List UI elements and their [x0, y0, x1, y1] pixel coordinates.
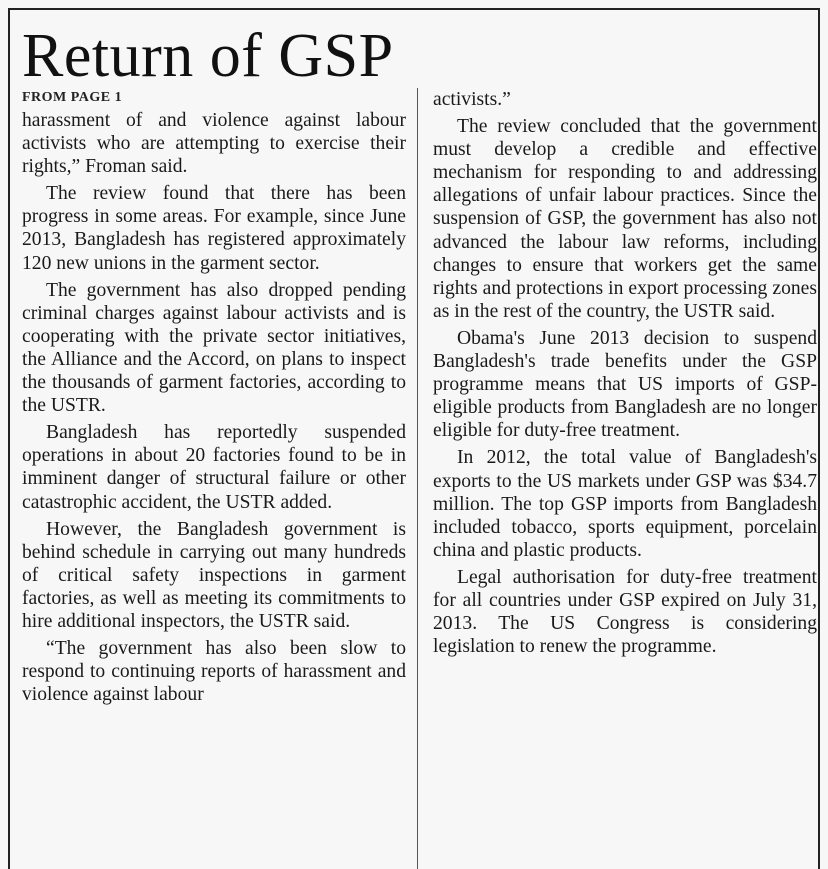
paragraph: activists.”	[433, 89, 511, 110]
paragraph: Obama's June 2013 decision to suspend Bangladesh's trade benefits under the GSP programme means that US imports of GSP-eligible products from Bangladesh are no longer eligible for duty-free treatment.	[433, 327, 817, 442]
paragraph: In 2012, the total value of Bangladesh's exports to the US markets under GSP was $34.7 million. The top GSP imports from Bangladesh included tobacco, sports equipment, porcelain china and plastic products.	[433, 447, 817, 561]
paragraph: The review found that there has been progress in some areas. For example, since June 2013, Bangladesh has registered approximately 120 new unions in the garment sector.	[22, 183, 406, 274]
paragraph: The review concluded that the government must develop a credible and effective mechanism for responding to and addressing allegations of unfair labour practices. Since the suspension of GSP, the government has also not advanced the labour law reforms, including changes to ensure that workers get the same rights and protections in export processing zones as in the rest of the country, the USTR said.	[433, 116, 817, 322]
left-border-rule	[8, 8, 10, 869]
paragraph: Legal authorisation for duty-free treatment for all countries under GSP expired on July 31, 2013. The US Congress is considering legislation to renew the programme.	[433, 566, 817, 658]
top-border-rule	[8, 8, 820, 10]
jump-line: FROM PAGE 1	[22, 90, 123, 105]
column-divider	[417, 88, 418, 869]
right-border-rule	[818, 8, 820, 869]
headline: Return of GSP	[22, 22, 394, 90]
left-column	[22, 109, 406, 706]
paragraph: harassment of and violence against labour activists who are attempting to exercise their rights,” Froman said.	[22, 110, 406, 178]
paragraph: Bangladesh has reportedly suspended operations in about 20 factories found to be in imminent danger of structural failure or other catastrophic accident, the USTR added.	[22, 422, 406, 513]
paragraph: “The government has also been slow to respond to continuing reports of harassment and violence against labour	[22, 638, 406, 706]
paragraph: However, the Bangladesh government is behind schedule in carrying out many hundreds of critical safety inspections in garment factories, as well as meeting its commitments to hire additional inspectors, the USTR said.	[22, 518, 406, 632]
right-column	[433, 88, 817, 658]
paragraph: The government has also dropped pending criminal charges against labour activists and is cooperating with the private sector initiatives, the Alliance and the Accord, on plans to inspect the thousands of garment factories, according to the USTR.	[22, 279, 406, 417]
